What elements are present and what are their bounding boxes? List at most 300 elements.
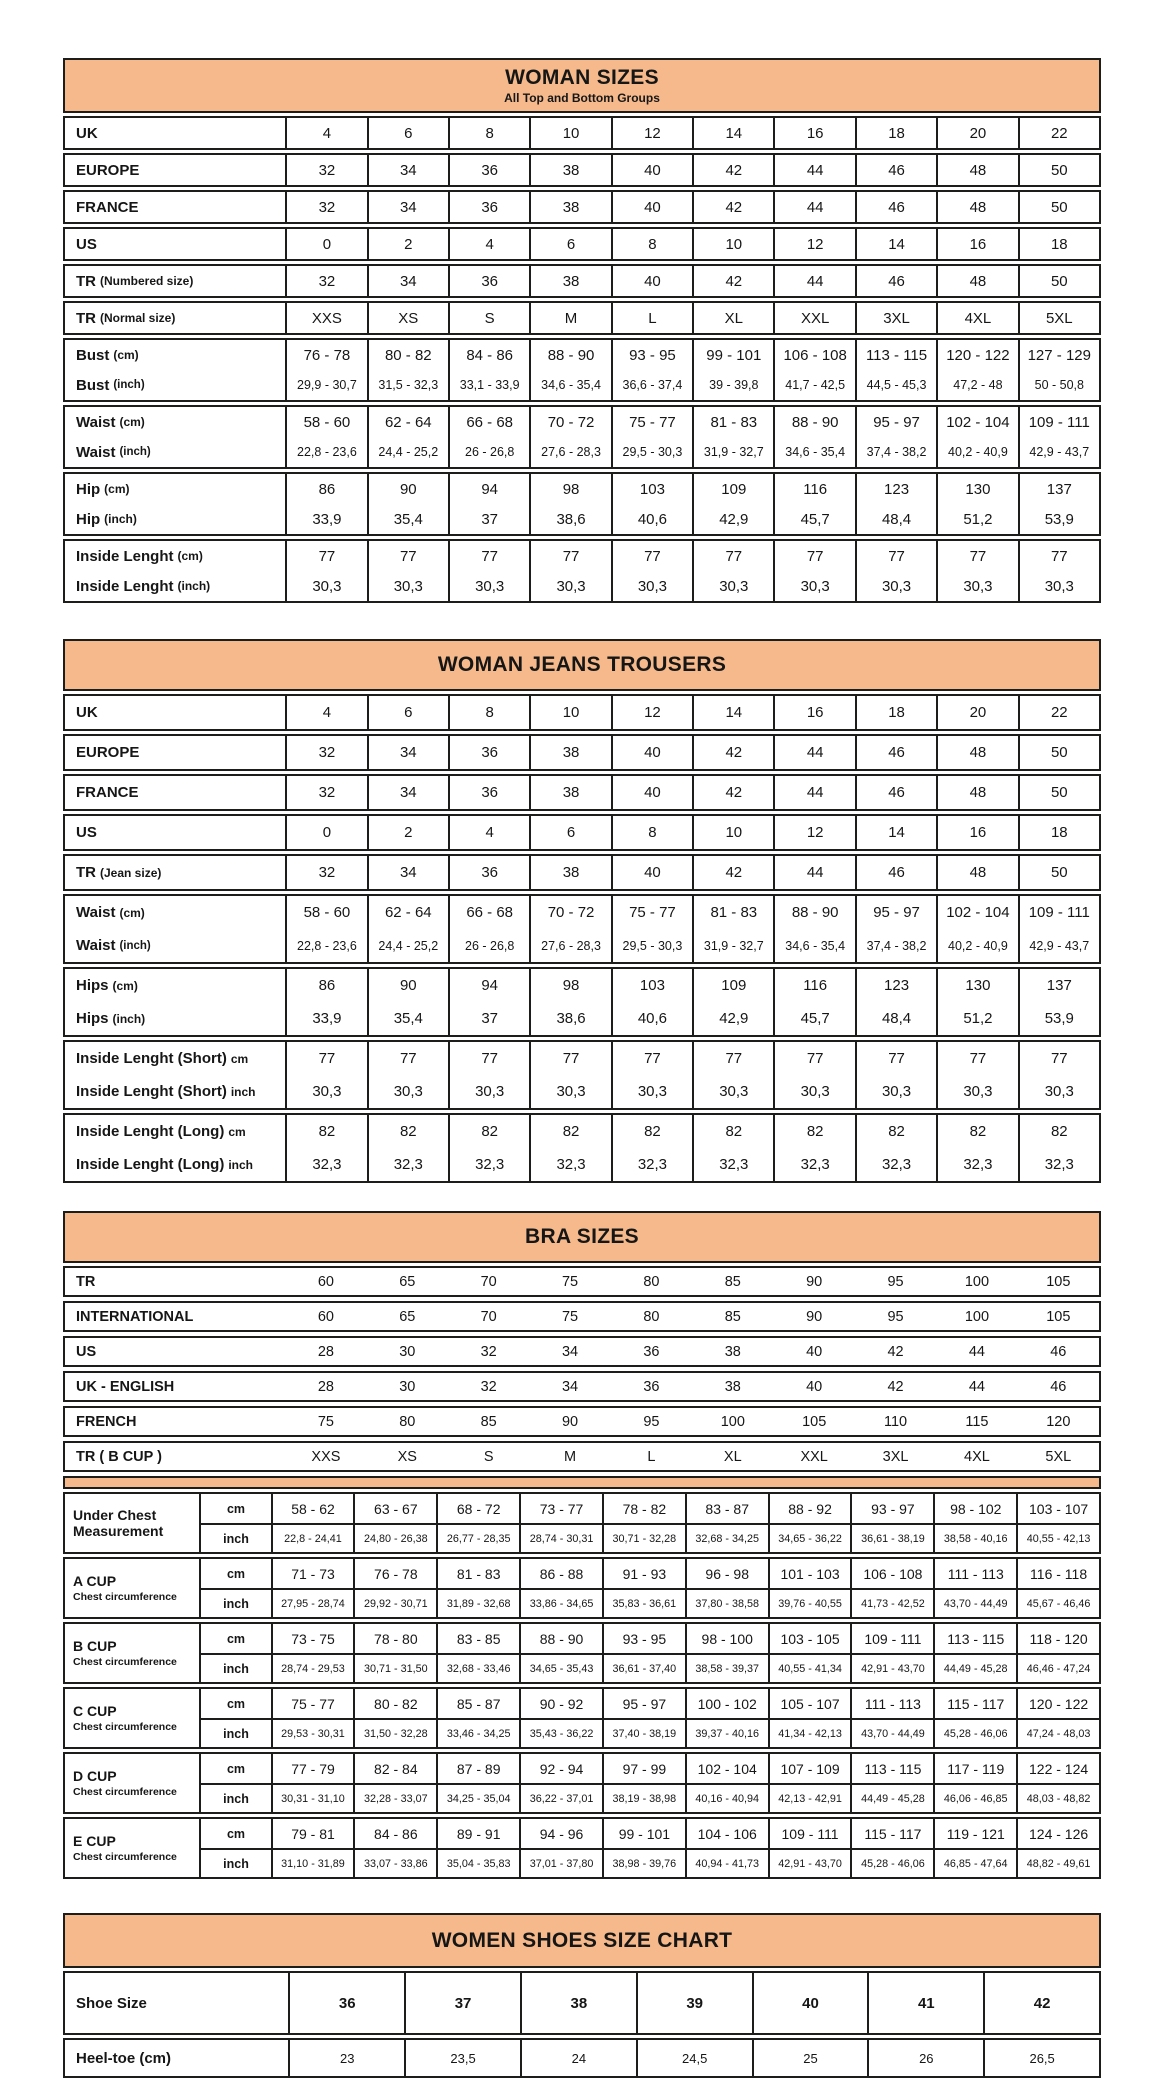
table-row xyxy=(65,856,1099,889)
cell-value: 32,3 xyxy=(448,1148,529,1181)
cell-value: 24,80 - 26,38 xyxy=(353,1525,436,1552)
cell-value: 60 xyxy=(317,1273,334,1290)
cell-value: 29,92 - 30,71 xyxy=(353,1590,436,1617)
cell-value: 38 xyxy=(529,155,610,185)
cell-value: 62 - 64 xyxy=(367,407,448,437)
cell-value: 4 xyxy=(285,696,366,729)
cell-value: 101 - 103 xyxy=(768,1559,851,1588)
cell-value: 36,61 - 38,19 xyxy=(850,1525,933,1552)
cell-value: 42,9 - 43,7 xyxy=(1018,437,1099,467)
cell-value: 93 - 97 xyxy=(850,1494,933,1523)
row-label xyxy=(65,929,285,962)
cell-value: 42 xyxy=(692,776,773,809)
cell-value: 116 xyxy=(773,474,854,504)
row-label-text: Inside Lenght (Short) xyxy=(76,1050,227,1067)
cell-value: 65 xyxy=(399,1308,416,1325)
cell-value: 31,50 - 32,28 xyxy=(353,1720,436,1747)
cell-value: 10 xyxy=(692,816,773,849)
row-label xyxy=(65,1002,285,1035)
row-label-text: Waist xyxy=(76,413,116,431)
cell-value: 38,6 xyxy=(529,1002,610,1035)
cell-value: 97 - 99 xyxy=(602,1754,685,1783)
table-row xyxy=(65,736,1099,769)
cell-value: 90 xyxy=(367,969,448,1002)
cell-value: 39,76 - 40,55 xyxy=(768,1590,851,1617)
cell-value: 42 xyxy=(983,1973,1099,2033)
row-label-text: UK xyxy=(76,124,98,142)
row-label-text: Inside Lenght (Short) xyxy=(76,1083,227,1100)
row-label-text: FRANCE xyxy=(76,198,139,216)
cell-value: 42,9 xyxy=(692,1002,773,1035)
cm-row xyxy=(201,1819,1099,1848)
cell-value: 109 - 111 xyxy=(768,1819,851,1848)
cell-value: 24,4 - 25,2 xyxy=(367,437,448,467)
cell-value: 86 xyxy=(285,969,366,1002)
cell-value: 46 xyxy=(855,776,936,809)
cell-value: 16 xyxy=(773,118,854,148)
cell-value: 50 xyxy=(1018,155,1099,185)
cell-value: 83 - 85 xyxy=(436,1624,519,1653)
woman-jeans-body xyxy=(63,694,1101,1183)
inch-row xyxy=(201,1653,1099,1682)
cell-value: 20 xyxy=(936,696,1017,729)
cell-value: 94 xyxy=(448,474,529,504)
cell-value: 30,3 xyxy=(448,1075,529,1108)
women-shoes-header xyxy=(63,1913,1101,1968)
woman-sizes-table xyxy=(63,58,1101,603)
cell-value: 103 xyxy=(611,969,692,1002)
cell-value: 120 xyxy=(1046,1413,1071,1430)
cell-value: 82 xyxy=(529,1115,610,1148)
cell-value: 93 - 95 xyxy=(611,340,692,370)
cell-value: 4 xyxy=(448,229,529,259)
cell-value: 105 - 107 xyxy=(768,1689,851,1718)
cell-value: 33,07 - 33,86 xyxy=(353,1850,436,1877)
row-label xyxy=(65,541,285,571)
cell-value: 42 xyxy=(887,1378,904,1395)
row-label-text: US xyxy=(76,235,97,253)
row-label-note: (cm) xyxy=(119,905,145,920)
cell-value: 44 xyxy=(968,1343,985,1360)
row-label-text: TR xyxy=(76,309,96,327)
cell-value: XS xyxy=(367,303,448,333)
cell-value: 115 - 117 xyxy=(933,1689,1016,1718)
cell-value: 14 xyxy=(855,816,936,849)
cell-value: 42,91 - 43,70 xyxy=(850,1655,933,1682)
cell-value: 40,16 - 40,94 xyxy=(685,1785,768,1812)
row-group xyxy=(63,116,1101,150)
cell-value: 38,19 - 38,98 xyxy=(602,1785,685,1812)
cup-label-text: C CUP xyxy=(73,1703,117,1720)
cup-group xyxy=(63,1622,1101,1684)
cell-value: 77 xyxy=(448,541,529,571)
cell-value: 115 xyxy=(965,1413,989,1430)
cell-value: 81 - 83 xyxy=(692,407,773,437)
unit-label: cm xyxy=(226,1696,246,1711)
cell-value: 77 xyxy=(285,541,366,571)
cell-value: 30,3 xyxy=(773,571,854,601)
cell-value: 111 - 113 xyxy=(933,1559,1016,1588)
cell-value: 73 - 77 xyxy=(519,1494,602,1523)
cell-value: 39 - 39,8 xyxy=(692,370,773,400)
cell-value: 124 - 126 xyxy=(1016,1819,1099,1848)
row-label xyxy=(65,370,285,400)
cell-value: 35,43 - 36,22 xyxy=(519,1720,602,1747)
cell-value: 46,06 - 46,85 xyxy=(933,1785,1016,1812)
unit-label: inch xyxy=(223,1726,249,1741)
row-label xyxy=(65,229,285,259)
cell-value: 77 xyxy=(529,541,610,571)
cell-value: 40 xyxy=(611,266,692,296)
row-label xyxy=(65,118,285,148)
cell-value: 85 xyxy=(724,1308,741,1325)
table-row xyxy=(65,816,1099,849)
cell-value: 82 xyxy=(1018,1115,1099,1148)
cell-value: 29,9 - 30,7 xyxy=(285,370,366,400)
cell-value: 77 xyxy=(611,1042,692,1075)
cell-value: 4XL xyxy=(936,303,1017,333)
table-row xyxy=(65,969,1099,1002)
cell-value: 38,98 - 39,76 xyxy=(602,1850,685,1877)
cell-value: 100 xyxy=(964,1273,990,1290)
cell-value: 50 xyxy=(1018,266,1099,296)
cell-value: 40 xyxy=(752,1973,868,2033)
cell-value: 36 xyxy=(643,1378,660,1395)
cell-value: 99 - 101 xyxy=(692,340,773,370)
row-label-note: inch xyxy=(228,1157,253,1172)
cell-value: 41,34 - 42,13 xyxy=(768,1720,851,1747)
cell-value: 82 xyxy=(285,1115,366,1148)
row-label: TR ( B CUP ) xyxy=(76,1448,162,1465)
cell-value: 5XL xyxy=(1018,303,1099,333)
cell-value: 36 xyxy=(643,1343,660,1360)
cell-value: 96 - 98 xyxy=(685,1559,768,1588)
table-row xyxy=(65,407,1099,437)
cell-value: 30,3 xyxy=(611,571,692,601)
cell-value: 48 xyxy=(936,155,1017,185)
cell-value: 30,3 xyxy=(692,1075,773,1108)
cell-value: 31,10 - 31,89 xyxy=(271,1850,354,1877)
cell-value: 44,49 - 45,28 xyxy=(850,1785,933,1812)
row-label-text: Heel-toe (cm) xyxy=(76,2049,172,2067)
cell-value: 102 - 104 xyxy=(936,407,1017,437)
cup-label xyxy=(65,1754,201,1812)
cell-value: 0 xyxy=(285,816,366,849)
cell-value: 42,91 - 43,70 xyxy=(768,1850,851,1877)
row-label-text: Waist xyxy=(76,443,116,461)
cell-value: 94 - 96 xyxy=(519,1819,602,1848)
row-label xyxy=(65,437,285,467)
cell-value: 20 xyxy=(936,118,1017,148)
cell-value: 37,80 - 38,58 xyxy=(685,1590,768,1617)
cell-value: 90 xyxy=(367,474,448,504)
cell-value: 79 - 81 xyxy=(271,1819,354,1848)
unit-label: inch xyxy=(223,1661,249,1676)
cell-value: 81 - 83 xyxy=(436,1559,519,1588)
cell-value: 77 xyxy=(367,1042,448,1075)
cell-value: 14 xyxy=(692,118,773,148)
cell-value: 40 xyxy=(611,776,692,809)
cell-value: 100 xyxy=(720,1413,745,1430)
cell-value: 105 xyxy=(802,1413,827,1430)
cell-value: 32 xyxy=(480,1343,497,1360)
cell-value: 38 xyxy=(724,1343,741,1360)
cell-value: 30,3 xyxy=(936,571,1017,601)
bra-band-row xyxy=(63,1336,1101,1367)
cup-label-text: D CUP xyxy=(73,1768,117,1785)
cell-value: 113 - 115 xyxy=(933,1624,1016,1653)
row-label-note: cm xyxy=(228,1124,246,1139)
cell-value: 75 - 77 xyxy=(611,407,692,437)
cell-value: 38,6 xyxy=(529,504,610,534)
table-row xyxy=(65,1115,1099,1148)
cell-value: 78 - 82 xyxy=(602,1494,685,1523)
cell-value: 76 - 78 xyxy=(285,340,366,370)
women-shoes-table xyxy=(63,1913,1101,2078)
row-label xyxy=(65,1042,285,1075)
cell-value: 51,2 xyxy=(936,504,1017,534)
cell-value: 36 xyxy=(448,856,529,889)
table-row xyxy=(65,896,1099,929)
cell-value: 95 - 97 xyxy=(602,1689,685,1718)
row-label-text: Shoe Size xyxy=(76,1994,147,2012)
row-group xyxy=(63,190,1101,224)
bra-sizes-header xyxy=(63,1211,1101,1263)
cell-value: 75 - 77 xyxy=(611,896,692,929)
cell-value: 103 xyxy=(611,474,692,504)
row-label xyxy=(65,340,285,370)
cup-rows xyxy=(201,1819,1099,1877)
cm-row xyxy=(201,1624,1099,1653)
row-label-text: Bust xyxy=(76,346,110,364)
row-group xyxy=(63,405,1101,469)
cell-value: 45,28 - 46,06 xyxy=(933,1720,1016,1747)
cell-value: 2 xyxy=(367,816,448,849)
cm-row xyxy=(201,1494,1099,1523)
cm-row xyxy=(201,1559,1099,1588)
cell-value: 48 xyxy=(936,192,1017,222)
cell-value: 45,28 - 46,06 xyxy=(850,1850,933,1877)
cell-value: 48 xyxy=(936,736,1017,769)
table-row xyxy=(65,776,1099,809)
cell-value: 130 xyxy=(936,969,1017,1002)
cell-value: 35,4 xyxy=(367,504,448,534)
cell-value: 36,22 - 37,01 xyxy=(519,1785,602,1812)
cell-value: 40,55 - 42,13 xyxy=(1016,1525,1099,1552)
cell-value: 30,3 xyxy=(285,571,366,601)
row-group xyxy=(63,894,1101,964)
cell-value: 33,9 xyxy=(285,1002,366,1035)
row-label xyxy=(65,1115,285,1148)
cell-value: 137 xyxy=(1018,969,1099,1002)
cell-value: 4XL xyxy=(964,1448,990,1465)
cell-value: 95 - 97 xyxy=(855,896,936,929)
cell-value: 38,58 - 39,37 xyxy=(685,1655,768,1682)
cell-value: 137 xyxy=(1018,474,1099,504)
cell-value: 6 xyxy=(529,816,610,849)
cell-value: 109 - 111 xyxy=(850,1624,933,1653)
cell-value: 26 - 26,8 xyxy=(448,437,529,467)
cell-value: 22,8 - 23,6 xyxy=(285,437,366,467)
table-row xyxy=(65,340,1099,370)
cell-value: 30,3 xyxy=(1018,1075,1099,1108)
cup-group xyxy=(63,1557,1101,1619)
cell-value: 4 xyxy=(448,816,529,849)
cell-value: 0 xyxy=(285,229,366,259)
cell-value: 6 xyxy=(367,118,448,148)
cup-group xyxy=(63,1817,1101,1879)
woman-sizes-body xyxy=(63,116,1101,603)
row-group xyxy=(63,301,1101,335)
cell-value: 40,2 - 40,9 xyxy=(936,437,1017,467)
bra-cups-body xyxy=(63,1492,1101,1879)
inch-row xyxy=(201,1718,1099,1747)
cell-value: 38 xyxy=(529,776,610,809)
cell-value: 98 - 100 xyxy=(685,1624,768,1653)
cell-value: 40 xyxy=(806,1378,823,1395)
cell-value: 31,9 - 32,7 xyxy=(692,929,773,962)
cell-value: 86 xyxy=(285,474,366,504)
row-label xyxy=(65,266,285,296)
cell-value: 45,7 xyxy=(773,1002,854,1035)
cell-value: 40 xyxy=(611,155,692,185)
cell-value: 34,65 - 35,43 xyxy=(519,1655,602,1682)
row-label xyxy=(65,155,285,185)
row-label-note: (inch) xyxy=(104,512,137,526)
row-label-note: inch xyxy=(230,1084,256,1099)
row-label xyxy=(65,2040,288,2076)
cell-value: 27,95 - 28,74 xyxy=(271,1590,354,1617)
cell-value: 93 - 95 xyxy=(602,1624,685,1653)
cell-value: 109 xyxy=(692,474,773,504)
cell-value: 34,6 - 35,4 xyxy=(529,370,610,400)
cell-value: 32 xyxy=(285,155,366,185)
row-label-text: Waist xyxy=(76,937,116,954)
row-label-text: Inside Lenght xyxy=(76,577,174,595)
unit-label: inch xyxy=(223,1791,249,1806)
cell-value: 28,74 - 30,31 xyxy=(519,1525,602,1552)
cell-value: 27,6 - 28,3 xyxy=(529,929,610,962)
cell-value: 109 - 111 xyxy=(1018,407,1099,437)
cell-value: 42 xyxy=(692,736,773,769)
cell-value: 34 xyxy=(367,856,448,889)
cell-value: 85 xyxy=(724,1273,741,1290)
table-row xyxy=(65,229,1099,259)
cell-value: 95 xyxy=(887,1308,904,1325)
cell-value: 24,5 xyxy=(636,2040,752,2076)
cell-value: 37 xyxy=(404,1973,520,2033)
cup-label xyxy=(65,1624,201,1682)
row-label-text: Hip xyxy=(76,510,101,528)
cell-value: 98 xyxy=(529,474,610,504)
cell-value: 106 - 108 xyxy=(773,340,854,370)
cell-value: 106 - 108 xyxy=(850,1559,933,1588)
cell-value: 78 - 80 xyxy=(353,1624,436,1653)
cell-value: 82 xyxy=(855,1115,936,1148)
cell-value: 32 xyxy=(285,266,366,296)
cell-value: 31,9 - 32,7 xyxy=(692,437,773,467)
cell-value: 41,73 - 42,52 xyxy=(850,1590,933,1617)
row-label xyxy=(65,896,285,929)
cell-value: 70 xyxy=(480,1273,497,1290)
row-group xyxy=(63,694,1101,731)
cell-value: 3XL xyxy=(855,303,936,333)
cell-value: 26,77 - 28,35 xyxy=(436,1525,519,1552)
cell-value: 37,01 - 37,80 xyxy=(519,1850,602,1877)
cell-value: 44 xyxy=(773,856,854,889)
cell-value: 34 xyxy=(561,1343,579,1360)
cell-value: 81 - 83 xyxy=(692,896,773,929)
cell-value: 50 - 50,8 xyxy=(1018,370,1099,400)
cell-value: 43,70 - 44,49 xyxy=(933,1590,1016,1617)
cell-value: 102 - 104 xyxy=(685,1754,768,1783)
row-label xyxy=(65,856,285,889)
cell-value: 50 xyxy=(1018,192,1099,222)
row-label xyxy=(65,696,285,729)
unit-label: cm xyxy=(226,1761,246,1776)
cell-value: 5XL xyxy=(1045,1448,1072,1465)
table-title: WOMAN SIZES xyxy=(505,66,659,89)
cell-value: 88 - 92 xyxy=(768,1494,851,1523)
unit-label: cm xyxy=(226,1631,246,1646)
cell-value: 10 xyxy=(529,696,610,729)
cell-value: 98 xyxy=(529,969,610,1002)
cell-value: 36,61 - 37,40 xyxy=(602,1655,685,1682)
cell-value: 34 xyxy=(367,776,448,809)
bra-band-row xyxy=(63,1301,1101,1332)
cell-value: 44 xyxy=(773,155,854,185)
row-label-text: FRANCE xyxy=(76,784,139,801)
cup-label xyxy=(65,1559,201,1617)
row-label-text: Inside Lenght xyxy=(76,547,174,565)
cell-value: 90 xyxy=(806,1273,823,1290)
cell-value: 33,1 - 33,9 xyxy=(448,370,529,400)
cell-value: 75 xyxy=(317,1413,334,1430)
cup-rows xyxy=(201,1559,1099,1617)
cell-value: 60 xyxy=(317,1308,334,1325)
row-label xyxy=(65,1148,285,1181)
cup-label-text: E CUP xyxy=(73,1833,116,1850)
cell-value: 42 xyxy=(887,1343,904,1360)
cell-value: 6 xyxy=(367,696,448,729)
cell-value: 41,7 - 42,5 xyxy=(773,370,854,400)
cell-value: 85 xyxy=(480,1413,497,1430)
cell-value: 87 - 89 xyxy=(436,1754,519,1783)
row-label xyxy=(65,1075,285,1108)
cell-value: 80 xyxy=(643,1273,660,1290)
cell-value: 18 xyxy=(1018,229,1099,259)
row-label: TR xyxy=(76,1273,96,1290)
cup-label xyxy=(65,1689,201,1747)
cell-value: 38 xyxy=(529,192,610,222)
cell-value: 32 xyxy=(285,736,366,769)
row-label-note: (cm) xyxy=(113,348,139,362)
cell-value: 98 - 102 xyxy=(933,1494,1016,1523)
cell-value: 40,6 xyxy=(611,504,692,534)
table-row xyxy=(65,504,1099,534)
cell-value: 45,7 xyxy=(773,504,854,534)
cup-label-sub: Chest circumference xyxy=(73,1655,177,1668)
cell-value: 33,46 - 34,25 xyxy=(436,1720,519,1747)
table-row xyxy=(65,266,1099,296)
women-shoes-body xyxy=(63,1971,1101,2078)
cell-value: 70 - 72 xyxy=(529,407,610,437)
cell-value: 30,3 xyxy=(855,1075,936,1108)
cell-value: 30,3 xyxy=(1018,571,1099,601)
cell-value: 32 xyxy=(285,856,366,889)
cell-value: 24,4 - 25,2 xyxy=(367,929,448,962)
cell-value: 30,3 xyxy=(285,1075,366,1108)
